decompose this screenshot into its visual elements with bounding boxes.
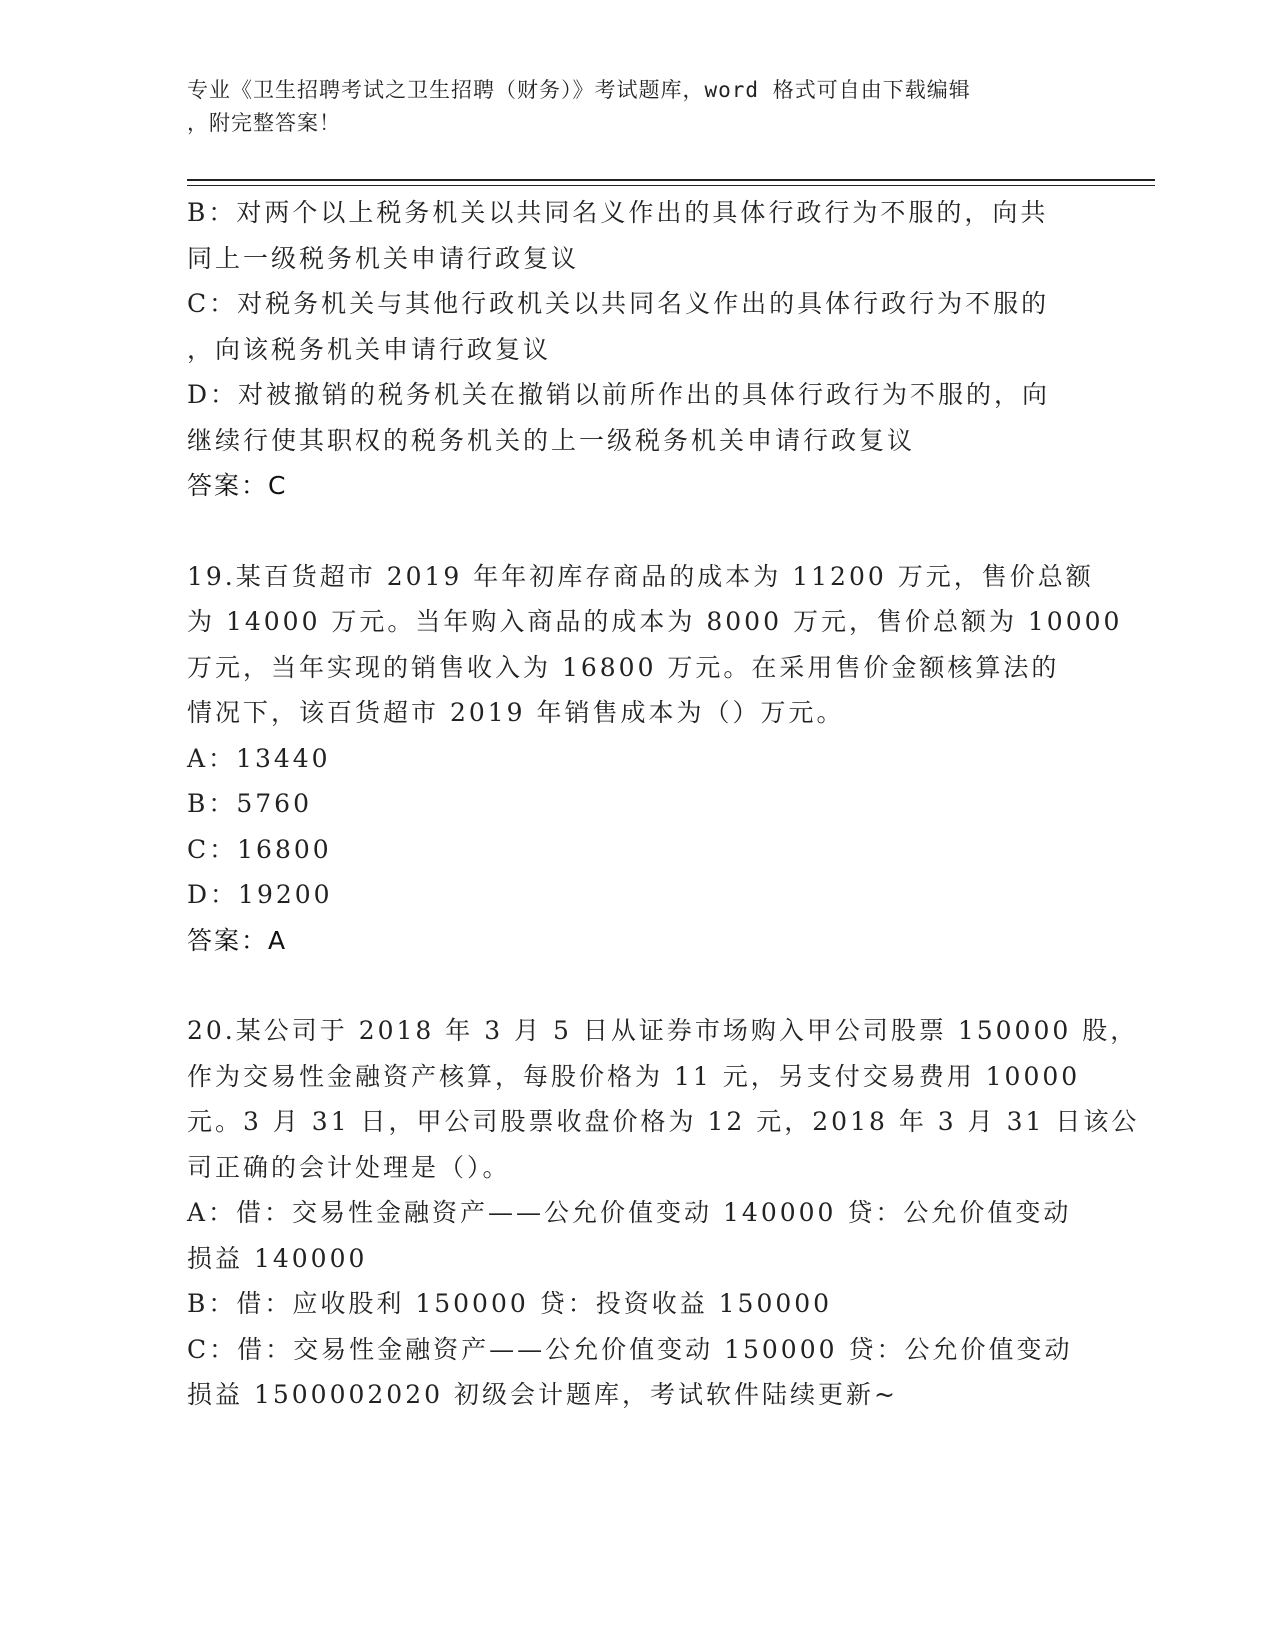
question-19 — [187, 554, 1123, 964]
document-body — [187, 190, 1140, 1418]
q19-option-c: C：16800 — [187, 834, 332, 864]
q20-option-a-line-1: A：借：交易性金融资产——公允价值变动 140000 贷：公允价值变动 — [187, 1198, 1072, 1227]
q19-option-a: A：13440 — [187, 743, 331, 773]
q18-option-c-line-1: C：对税务机关与其他行政机关以共同名义作出的具体行政行为不服的 — [187, 289, 1050, 318]
q19-option-b: B：5760 — [187, 789, 312, 818]
q19-stem-line-1: 19.某百货超市 2019 年年初库存商品的成本为 11200 万元，售价总额 — [187, 561, 1094, 591]
q18-option-b-line-1: B：对两个以上税务机关以共同名义作出的具体行政行为不服的，向共 — [187, 198, 1049, 227]
section-spacer — [187, 509, 1077, 554]
q19-stem-line-3: 万元，当年实现的销售收入为 16800 万元。在采用售价金额核算法的 — [187, 652, 1060, 682]
q19-stem-line-2: 为 14000 万元。当年购入商品的成本为 8000 万元，售价总额为 10000 — [187, 607, 1123, 636]
q20-option-c-line-2: 损益 1500002020 初级会计题库，考试软件陆续更新~ — [187, 1380, 898, 1409]
q20-option-a-line-2: 损益 140000 — [187, 1243, 368, 1273]
q20-option-b: B：借：应收股利 150000 贷：投资收益 150000 — [187, 1289, 833, 1318]
q20-stem-line-1: 20.某公司于 2018 年 3 月 5 日从证券市场购入甲公司股票 150000 股， — [187, 1016, 1139, 1045]
q20-stem-line-3: 元。3 月 31 日，甲公司股票收盘价格为 12 元，2018 年 3 月 31 日该公 — [187, 1107, 1140, 1136]
q19-stem-line-4: 情况下，该百货超市 2019 年销售成本为（）万元。 — [187, 698, 845, 727]
q20-option-c-line-1: C：借：交易性金融资产——公允价值变动 150000 贷：公允价值变动 — [187, 1334, 1073, 1364]
header-divider-thin — [187, 185, 1155, 186]
q20-stem-line-4: 司正确的会计处理是（）。 — [187, 1152, 511, 1182]
q18-option-b-line-2: 同上一级税务机关申请行政复议 — [187, 243, 580, 273]
q18-option-c-line-2: ，向该税务机关申请行政复议 — [187, 334, 552, 364]
question-20 — [187, 1008, 1140, 1418]
question-18-options — [187, 190, 1077, 509]
header-divider-thick — [187, 179, 1155, 181]
q19-answer: 答案：A — [187, 925, 288, 955]
q19-option-d: D：19200 — [187, 880, 333, 909]
q20-stem-line-2: 作为交易性金融资产核算，每股价格为 11 元，另支付交易费用 10000 — [187, 1061, 1081, 1091]
section-spacer — [187, 963, 1077, 1008]
header-line-2: ，附完整答案！ — [187, 111, 341, 135]
header-line-1: 专业《卫生招聘考试之卫生招聘（财务）》考试题库，word 格式可自由下载编辑 — [187, 78, 971, 102]
page-header — [187, 74, 1067, 140]
q18-option-d-line-2: 继续行使其职权的税务机关的上一级税务机关申请行政复议 — [187, 425, 916, 455]
q18-option-d-line-1: D：对被撤销的税务机关在撤销以前所作出的具体行政行为不服的，向 — [187, 380, 1051, 409]
q18-answer: 答案：C — [187, 471, 288, 500]
